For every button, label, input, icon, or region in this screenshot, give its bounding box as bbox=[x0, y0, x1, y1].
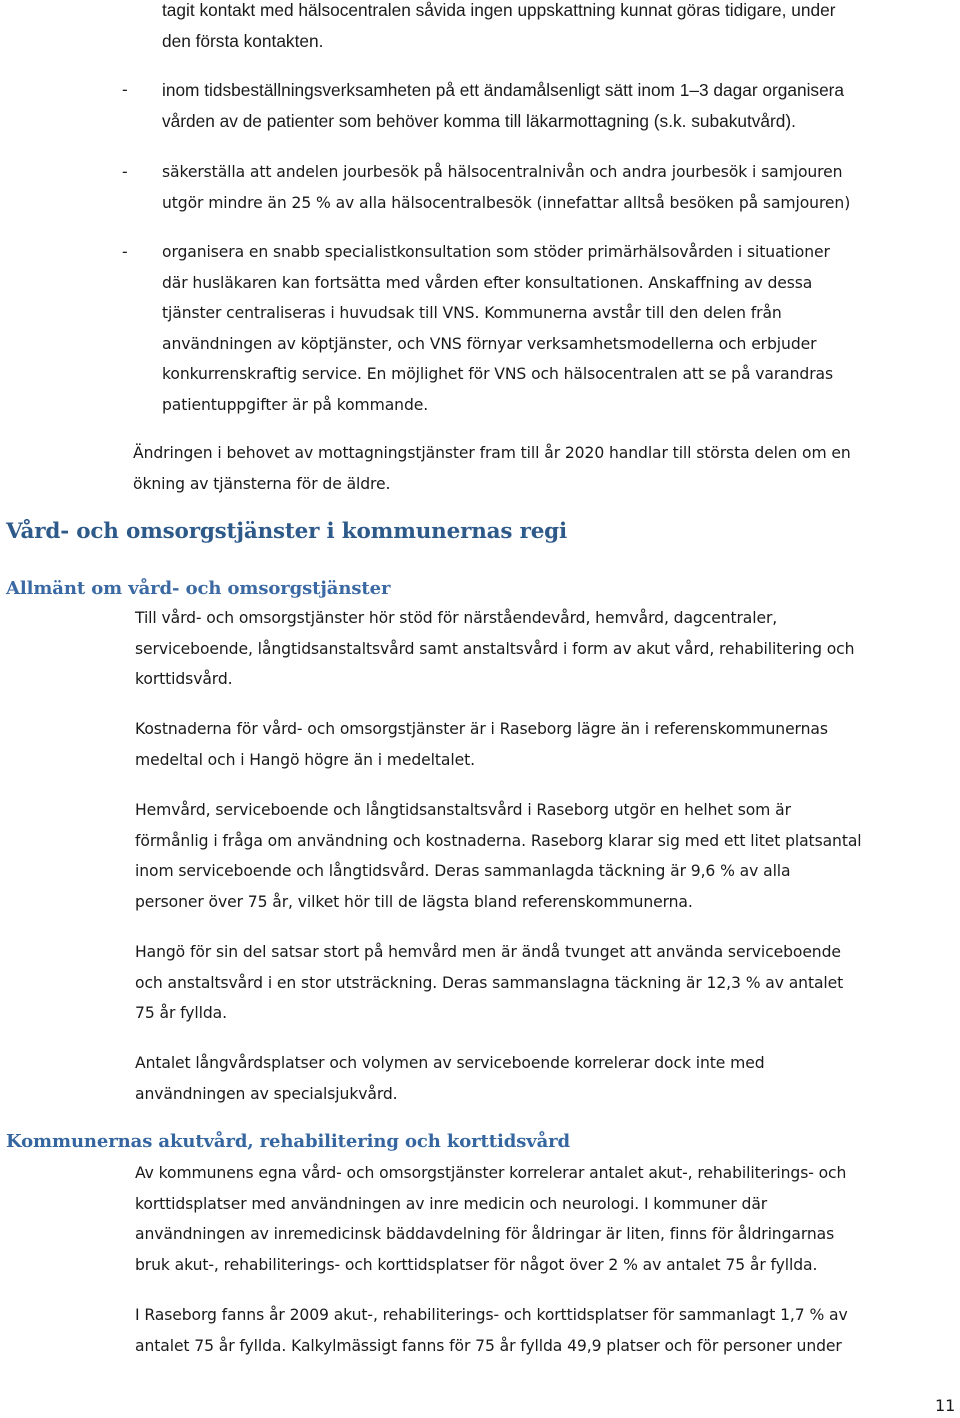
paragraph bbox=[135, 795, 862, 917]
paragraph bbox=[135, 937, 843, 1029]
bullet-item bbox=[162, 157, 850, 218]
paragraph bbox=[135, 714, 828, 775]
text-line: säkerställa att andelen jourbesök på hälsocentralnivån och andra jourbesök i samjouren bbox=[162, 163, 843, 181]
text-line: antalet 75 år fyllda. Kalkylmässigt fanns för 75 år fyllda 49,9 platser och för personer under bbox=[135, 1336, 842, 1355]
text-line: den första kontakten. bbox=[162, 30, 324, 51]
text-line: ökning av tjänsterna för de äldre. bbox=[133, 474, 391, 493]
text-line: korttidsplatser med användningen av inre medicin och neurologi. I kommuner där bbox=[135, 1194, 768, 1213]
intro-paragraph bbox=[162, 0, 835, 56]
text-line: användningen av inremedicinsk bäddavdelning för åldringar är liten, finns för åldringarnas bbox=[135, 1225, 835, 1243]
text-line: organisera en snabb specialistkonsultation som stöder primärhälsovården i situationer bbox=[162, 243, 830, 261]
paragraph bbox=[135, 1300, 848, 1361]
subsection-heading-general: Allmänt om vård- och omsorgstjänster bbox=[6, 578, 391, 599]
text-line: patientuppgifter är på kommande. bbox=[162, 395, 429, 414]
text-line: inom serviceboende och långtidsvård. Deras sammanlagda täckning är 9,6 % av alla bbox=[135, 862, 791, 880]
bullet-item bbox=[162, 75, 844, 136]
bullet-dash: - bbox=[122, 162, 128, 181]
paragraph bbox=[135, 603, 854, 695]
text-line: där husläkaren kan fortsätta med vården efter konsultationen. Anskaffning av dessa bbox=[162, 273, 813, 292]
text-line: inom tidsbeställningsverksamheten på ett ändamålsenligt sätt inom 1–3 dagar organisera bbox=[162, 80, 845, 100]
text-line: utgör mindre än 25 % av alla hälsocentralbesök (innefattar alltså besöken på samjouren) bbox=[162, 193, 851, 212]
text-line: tagit kontakt med hälsocentralen såvida ingen uppskattning kunnat göras tidigare, under bbox=[162, 0, 836, 20]
section-heading: Vård- och omsorgstjänster i kommunernas regi bbox=[6, 519, 567, 544]
text-line: Till vård- och omsorgstjänster hör stöd för närståendevård, hemvård, dagcentraler, bbox=[135, 609, 778, 627]
page-number: 11 bbox=[935, 1396, 956, 1415]
paragraph bbox=[135, 1048, 765, 1109]
text-line: Av kommunens egna vård- och omsorgstjänster korrelerar antalet akut-, rehabiliterings- och bbox=[135, 1164, 847, 1182]
text-line: medeltal och i Hangö högre än i medeltalet. bbox=[135, 750, 475, 769]
subsection-heading-acute-care: Kommunernas akutvård, rehabilitering och korttidsvård bbox=[6, 1131, 571, 1152]
text-line: användningen av köptjänster, och VNS förnyar verksamhetsmodellerna och erbjuder bbox=[162, 334, 817, 353]
bullet-dash: - bbox=[122, 242, 128, 261]
text-line: korttidsvård. bbox=[135, 670, 233, 688]
bullet-dash: - bbox=[122, 80, 128, 99]
text-line: förmånlig i fråga om användning och kostnaderna. Raseborg klarar sig med ett litet platsantal bbox=[135, 831, 862, 850]
bullet-item bbox=[162, 237, 833, 420]
text-line: I Raseborg fanns år 2009 akut-, rehabiliterings- och korttidsplatser för sammanlagt 1,7 % av bbox=[135, 1306, 848, 1324]
text-line: Ändringen i behovet av mottagningstjänster fram till år 2020 handlar till största delen om en bbox=[133, 444, 851, 462]
text-line: användningen av specialsjukvård. bbox=[135, 1084, 398, 1103]
text-line: och anstaltsvård i en stor utsträckning. Deras sammanslagna täckning är 12,3 % av antalet bbox=[135, 973, 844, 992]
text-line: Kostnaderna för vård- och omsorgstjänster är i Raseborg lägre än i referenskommunernas bbox=[135, 720, 828, 738]
text-line: vården av de patienter som behöver komma till läkarmottagning (s.k. subakutvård). bbox=[162, 110, 796, 131]
text-line: konkurrenskraftig service. En möjlighet för VNS och hälsocentralen att se på varandras bbox=[162, 365, 834, 383]
text-line: Hangö för sin del satsar stort på hemvård men är ändå tvunget att använda serviceboende bbox=[135, 943, 841, 961]
text-line: serviceboende, långtidsanstaltsvård samt anstaltsvård i form av akut vård, rehabilitering och bbox=[135, 639, 855, 658]
text-line: tjänster centraliseras i huvudsak till VNS. Kommunerna avstår till den delen från bbox=[162, 304, 782, 322]
text-line: bruk akut-, rehabiliterings- och korttidsplatser för något över 2 % av antalet 75 år fyllda. bbox=[135, 1255, 818, 1274]
text-line: Antalet långvårdsplatser och volymen av serviceboende korrelerar dock inte med bbox=[135, 1054, 765, 1072]
text-line: 75 år fyllda. bbox=[135, 1004, 227, 1022]
paragraph bbox=[135, 1158, 846, 1280]
text-line: personer över 75 år, vilket hör till de lägsta bland referenskommunerna. bbox=[135, 892, 693, 911]
text-line: Hemvård, serviceboende och långtidsanstaltsvård i Raseborg utgör en helhet som är bbox=[135, 801, 791, 819]
change-paragraph bbox=[133, 438, 851, 499]
